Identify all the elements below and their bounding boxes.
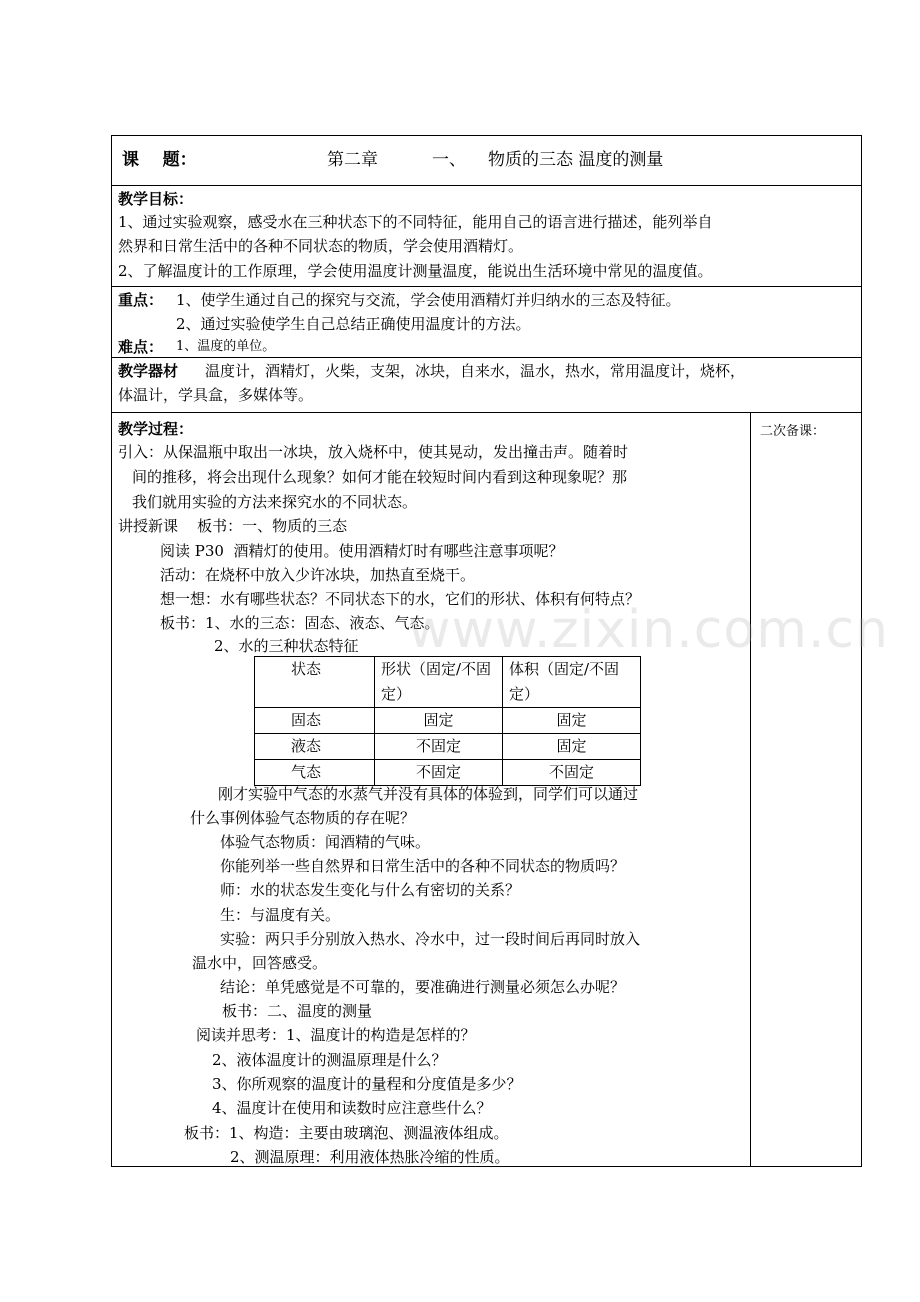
key-points-row [112,287,861,358]
objectives-line: 2、了解温度计的工作原理，学会使用温度计测量温度，能说出生活环境中常见的温度值。 [118,262,713,280]
watermark: www.zixin.com.cn [408,600,889,660]
equipment-heading: 教学器材 [118,362,179,380]
process-line: 板书：1、构造：主要由玻璃泡、测温液体组成。 [184,1124,509,1142]
table-cell: 固定 [375,708,503,734]
table-cell: 不固定 [375,760,503,786]
equipment-line: 体温计，学具盒，多媒体等。 [118,386,314,404]
process-line: 想一想：水有哪些状态？不同状态下的水，它们的形状、体积有何特点？ [160,590,641,608]
table-header-cell: 体积（固定/不固定） [503,657,641,708]
equipment-line: 温度计，酒精灯，火柴，支架，冰块，自来水，温水，热水，常用温度计，烧杯， [205,362,746,380]
table-cell: 不固定 [375,734,503,760]
process-line: 实验：两只手分别放入热水、冷水中，过一段时间后再同时放入 [220,930,641,948]
process-line: 生：与温度有关。 [220,906,341,924]
process-line: 师：水的状态发生变化与什么有密切的关系？ [220,881,521,899]
table-cell: 气态 [255,760,375,786]
section-number: 一、 [432,150,466,170]
process-line: 4、温度计在使用和读数时应注意些什么？ [212,1099,492,1117]
process-line: 我们就用实验的方法来探究水的不同状态。 [132,493,418,511]
process-line: 阅读 P30 酒精灯的使用。使用酒精灯时有哪些注意事项呢？ [160,542,564,560]
chapter-text: 第二章 [327,150,378,170]
process-line: 2、液体温度计的测温原理是什么？ [212,1051,447,1069]
lesson-title: 物质的三态 温度的测量 [488,150,664,170]
process-line: 刚才实验中气态的水蒸气并没有具体的体验到，同学们可以通过 [218,785,639,803]
table-cell: 固定 [503,734,641,760]
process-line: 阅读并思考：1、温度计的构造是怎样的？ [196,1026,476,1044]
table-cell: 固定 [503,708,641,734]
water-states-table [254,656,641,786]
table-header-row [255,657,641,708]
process-heading: 教学过程： [118,420,194,438]
process-line: 活动：在烧杯中放入少许冰块，加热直至烧干。 [160,566,476,584]
table-row [255,760,641,786]
process-line: 引入：从保温瓶中取出一冰块，放入烧杯中，使其晃动，发出撞击声。随着时 [118,443,629,461]
table-header-cell: 状态 [255,657,375,708]
title-row [112,136,861,186]
process-line: 讲授新课 板书：一、物质的三态 [118,517,348,535]
key-point-2: 2、通过实验使学生自己总结正确使用温度计的方法。 [176,315,531,333]
equipment-row [112,358,861,413]
objectives-line: 然界和日常生活中的各种不同状态的物质，学会使用酒精灯。 [118,237,524,255]
table-header-cell: 形状（固定/不固定） [375,657,503,708]
topic-label: 课 题： [122,150,197,170]
process-line: 间的推移，将会出现什么现象？如何才能在较短时间内看到这种现象呢？那 [132,468,628,486]
process-line: 什么事例体验气态物质的存在呢？ [190,809,416,827]
key-point-1: 1、使学生通过自己的探究与交流，学会使用酒精灯并归纳水的三态及特征。 [176,291,681,309]
table-row [255,708,641,734]
difficulty-heading: 难点： [118,338,164,356]
table-cell: 液态 [255,734,375,760]
table-cell: 不固定 [503,760,641,786]
process-line: 2、水的三种状态特征 [214,637,359,655]
process-line: 体验气态物质：闻酒精的气味。 [220,833,431,851]
objectives-line: 1、通过实验观察，感受水在三种状态下的不同特征，能用自己的语言进行描述，能列举自 [118,213,713,231]
process-line: 你能列举一些自然界和日常生活中的各种不同状态的物质吗？ [220,857,626,875]
process-line: 板书：1、水的三态：固态、液态、气态。 [160,614,440,632]
second-prep-column [750,413,751,1166]
key-points-heading: 重点： [118,291,164,309]
process-line: 温水中，回答感受。 [192,954,328,972]
process-line: 2、测温原理：利用液体热胀冷缩的性质。 [230,1148,510,1166]
objectives-row [112,186,861,287]
process-line: 板书：二、温度的测量 [222,1002,373,1020]
process-line: 3、你所观察的温度计的量程和分度值是多少？ [212,1075,522,1093]
process-line: 结论：单凭感觉是不可靠的，要准确进行测量必须怎么办呢？ [220,978,626,996]
objectives-heading: 教学目标： [118,190,194,208]
second-prep-label: 二次备课： [760,424,826,439]
table-cell: 固态 [255,708,375,734]
difficulty-text: 1、温度的单位。 [176,339,276,354]
table-row [255,734,641,760]
